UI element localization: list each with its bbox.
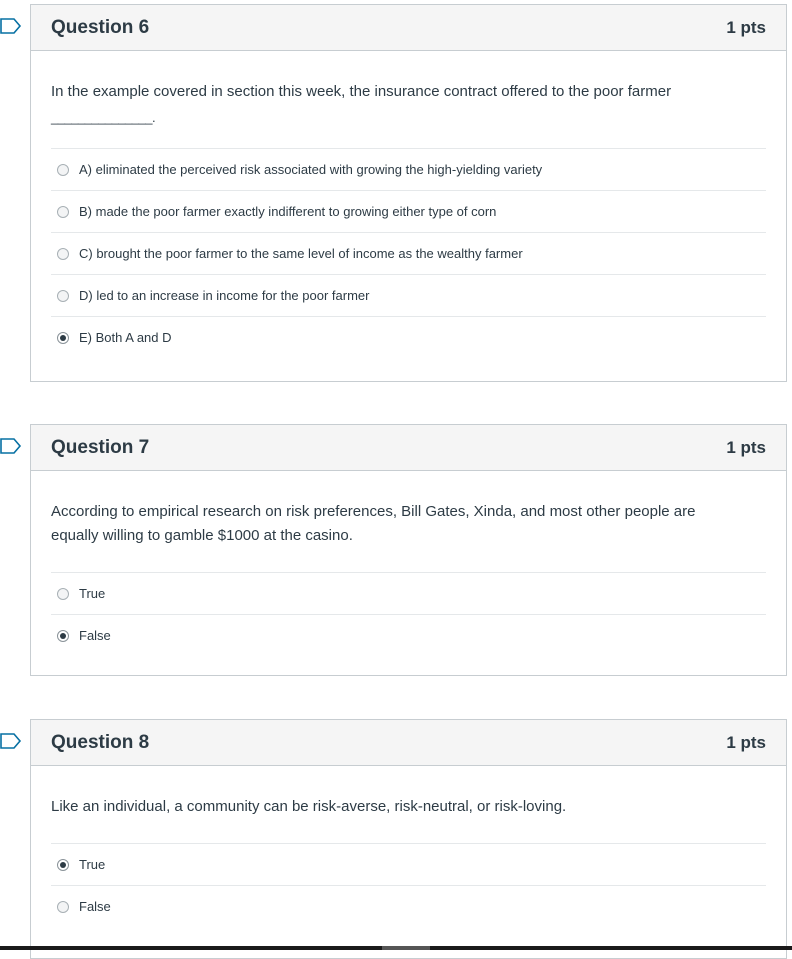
question-7 — [30, 424, 787, 676]
answer-option[interactable] — [51, 316, 766, 358]
answer-label: E) Both A and D — [79, 330, 172, 345]
answer-list — [51, 572, 766, 656]
answer-label: B) made the poor farmer exactly indifferent to growing either type of corn — [79, 204, 497, 219]
radio-button[interactable] — [57, 588, 69, 600]
radio-button-selected[interactable] — [57, 859, 69, 871]
flag-question-icon[interactable] — [0, 733, 22, 749]
answer-label: False — [79, 899, 111, 914]
answer-list — [51, 843, 766, 927]
question-text: Like an individual, a community can be risk-averse, risk-neutral, or risk-loving. — [51, 798, 567, 815]
question-title: Question 6 — [51, 16, 150, 38]
answer-option[interactable] — [51, 614, 766, 656]
answer-option[interactable] — [51, 843, 766, 885]
question-text: According to empirical research on risk preferences, Bill Gates, Xinda, and most other people are equally willing to gamble $1000 at the casino. — [51, 503, 696, 544]
question-blank: _______________. — [51, 110, 156, 125]
flag-question-icon[interactable] — [0, 438, 22, 454]
question-header — [31, 425, 786, 471]
answer-label: D) led to an increase in income for the poor farmer — [79, 288, 370, 303]
answer-label: True — [79, 857, 106, 872]
answer-label: C) brought the poor farmer to the same level of income as the wealthy farmer — [79, 246, 523, 261]
answer-list — [51, 148, 766, 358]
question-text — [51, 51, 766, 104]
scrollbar-thumb[interactable] — [382, 946, 430, 950]
radio-button-selected[interactable] — [57, 332, 69, 344]
radio-button[interactable] — [57, 248, 69, 260]
question-header — [31, 5, 786, 51]
radio-button[interactable] — [57, 290, 69, 302]
question-6 — [30, 4, 787, 382]
answer-option[interactable] — [51, 232, 766, 274]
answer-label: A) eliminated the perceived risk associated with growing the high-yielding variety — [79, 162, 543, 177]
horizontal-scrollbar[interactable] — [0, 946, 792, 950]
question-header — [31, 720, 786, 766]
answer-option[interactable] — [51, 148, 766, 190]
answer-label: True — [79, 586, 106, 601]
answer-option[interactable] — [51, 190, 766, 232]
question-points: 1 pts — [726, 17, 766, 37]
question-text-content: In the example covered in section this week, the insurance contract offered to the poor farmer — [51, 83, 672, 100]
radio-button[interactable] — [57, 206, 69, 218]
radio-button[interactable] — [57, 164, 69, 176]
question-title: Question 8 — [51, 731, 150, 753]
answer-option[interactable] — [51, 274, 766, 316]
question-title: Question 7 — [51, 436, 150, 458]
question-points: 1 pts — [726, 437, 766, 457]
question-8 — [30, 719, 787, 959]
answer-option[interactable] — [51, 885, 766, 927]
flag-question-icon[interactable] — [0, 18, 22, 34]
answer-option[interactable] — [51, 572, 766, 614]
question-points: 1 pts — [726, 732, 766, 752]
radio-button[interactable] — [57, 901, 69, 913]
answer-label: False — [79, 628, 111, 643]
radio-button-selected[interactable] — [57, 630, 69, 642]
